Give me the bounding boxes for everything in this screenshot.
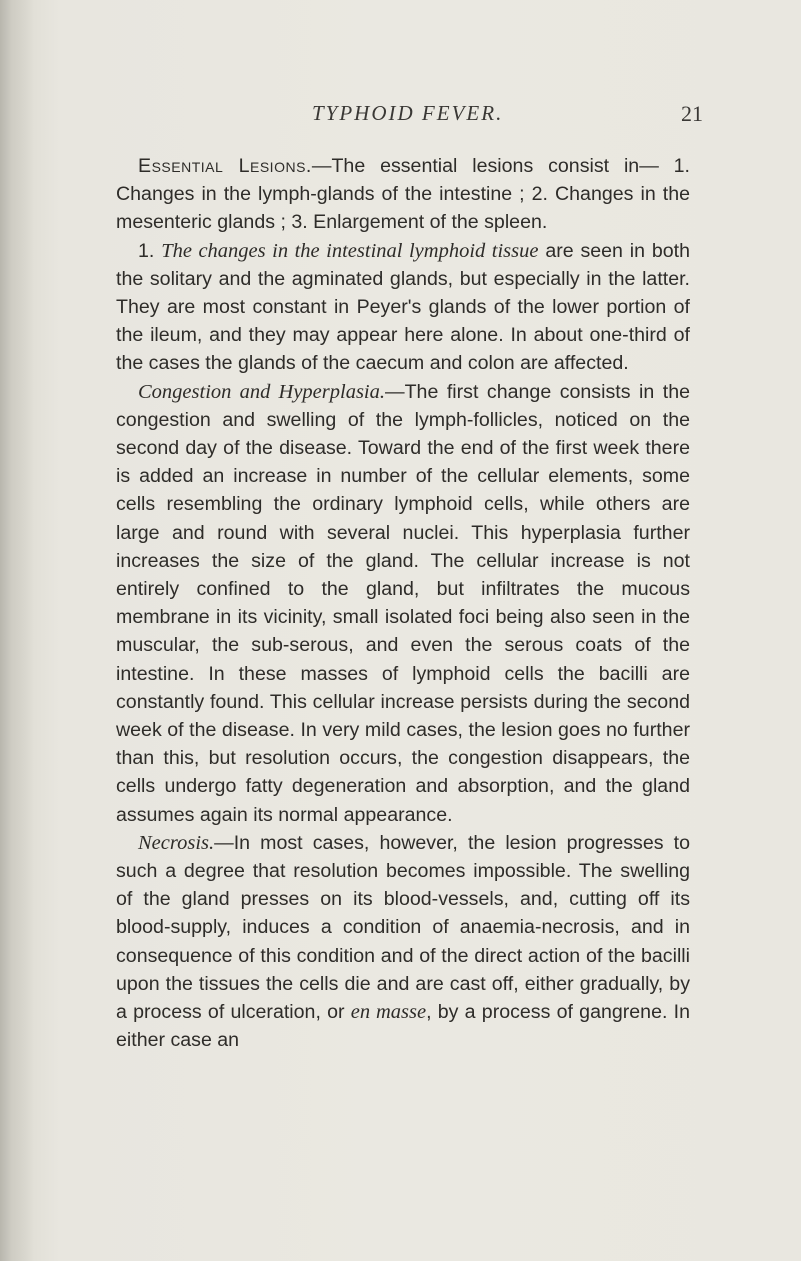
italic-phrase: en masse bbox=[350, 1001, 427, 1024]
paragraph-text: —The first change consists in the congestion and swelling of the lymph-follicles, noticed on the second day of the disease. Toward the end of the first week there is added an increase in number of the cellular elements, some cells resembling the ordinary lymphoid cells, while others are large and round with several nuclei. This hyperplasia further increases the size of the gland. The cellular increase is not entirely confined to the gland, but infiltrates the mucous membrane in its vicinity, small isolated foci being also seen in the muscular, the sub-serous, and even the serous coats of the intestine. In these masses of lymphoid cells the bacilli are constantly found. This cellular increase persists during the second week of the disease. In very mild cases, the lesion goes no further than this, but resolution occurs, the congestion disappears, the cells undergo fatty degeneration and absorption, and the gland assumes again its normal appearance. bbox=[116, 380, 690, 826]
subheading-necrosis: Necrosis. bbox=[138, 831, 215, 854]
paragraph-necrosis bbox=[116, 829, 690, 1055]
paragraph-text: —In most cases, however, the lesion progresses to such a degree that resolution becomes impossible. The swelling of the gland presses on its blood-vessels, and, cutting off its blood-supply, induces a condition of anaemia-necrosis, and in consequence of this condition and of the direct action of the bacilli upon the tissues the cells die and are cast off, either gradually, by a process of ulceration, or bbox=[116, 831, 690, 1024]
paragraph-essential-lesions bbox=[116, 152, 690, 237]
paragraph-text: —The essential lesions consist in— 1. Changes in the lymph-glands of the intestine ; 2. Changes in the mesenteric glands ; 3. Enlargement of the spleen. bbox=[116, 155, 690, 234]
paragraph-number: 1. bbox=[138, 239, 162, 262]
subheading-congestion-hyperplasia: Congestion and Hyperplasia. bbox=[138, 380, 385, 403]
paragraph-text: , by a process of gangrene. In either case an bbox=[116, 1001, 690, 1052]
paragraph-text: are seen in both the solitary and the agminated glands, but especially in the latter. They are most constant in Peyer's glands of the lower portion of the ileum, and they may appear here alone. In about one-third of the cases the glands of the caecum and colon are affected. bbox=[116, 239, 691, 375]
section-heading-essential-lesions: Essential Lesions. bbox=[138, 155, 312, 177]
running-head-title: TYPHOID FEVER. bbox=[312, 101, 504, 125]
page-number: 21 bbox=[681, 101, 703, 126]
running-head bbox=[0, 101, 801, 131]
paragraph-congestion-hyperplasia bbox=[116, 378, 690, 829]
body-text bbox=[116, 152, 690, 1055]
page-gutter-shadow bbox=[0, 0, 34, 1261]
paragraph-intestinal-changes bbox=[116, 237, 690, 378]
subheading-intestinal-lymphoid-tissue: The changes in the intestinal lymphoid tissue bbox=[161, 239, 539, 262]
